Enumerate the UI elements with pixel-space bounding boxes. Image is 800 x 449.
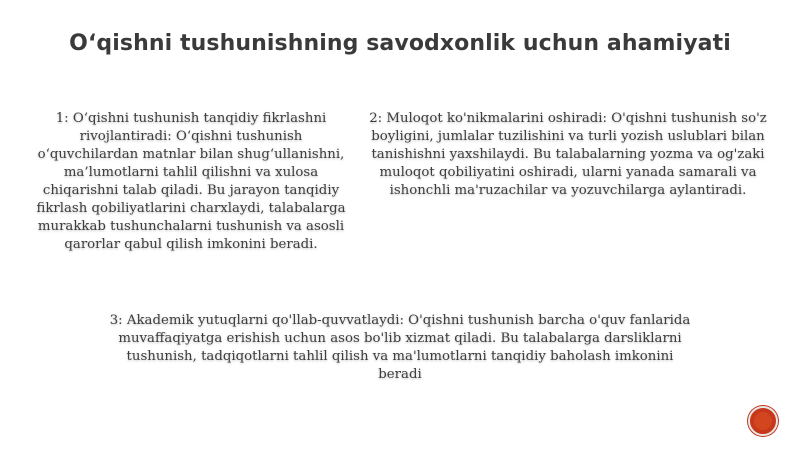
text-block-critical-thinking: 1: O‘qishni tushunish tanqidiy fikrlashni rivojlantiradi: O‘qishni tushunish o‘quvchilardan matnlar bilan shug‘ullanishni, ma’lumotlarni tahlil qilishni va xulosa chiqarishni talab qiladi. Bu jarayon tanqidiy fikrlash qobiliyatlarini charxlaydi, talabalarga murakkab tushunchalarni tushunish va asosli qarorlar qabul qilish imkonini beradi. <box>36 111 346 252</box>
circle-nav-inner <box>754 412 772 430</box>
text-block-academic-achievement: 3: Akademik yutuqlarni qo'llab-quvvatlaydi: O'qishni tushunish barcha o'quv fanlarida muvaffaqiyatga erishish uchun asos bo'lib xizmat qiladi. Bu talabalarga darsliklarni tushunish, tadqiqotlarni tahlil qilish va ma'lumotlarni tanqidiy baholash imkonini beradi <box>109 313 691 382</box>
text-block-communication-skills: 2: Muloqot ko'nikmalarini oshiradi: O'qishni tushunish so'z boyligini, jumlalar tuzilishini va turli yozish uslublari bilan tanishishni yaxshilaydi. Bu talabalarning yozma va og'zaki muloqot qobiliyatini oshiradi, ularni yanada samarali va ishonchli ma'ruzachilar va yozuvchilarga aylantiradi. <box>369 111 767 198</box>
circle-nav-icon[interactable] <box>748 406 778 436</box>
slide-title: O‘qishni tushunishning savodxonlik uchun ahamiyati <box>69 31 731 56</box>
